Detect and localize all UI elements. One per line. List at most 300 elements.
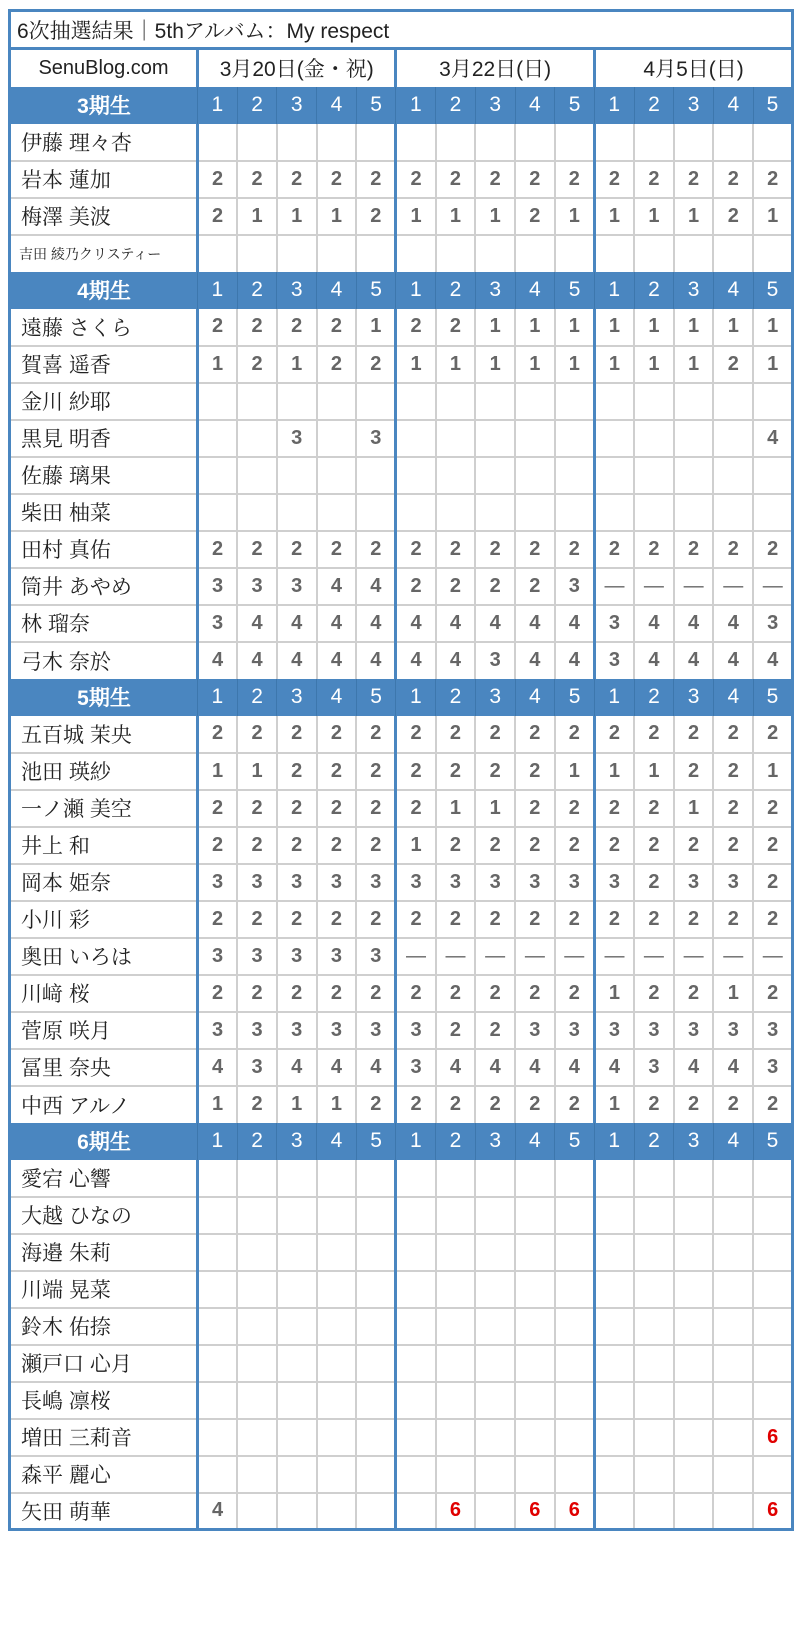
result-cell bbox=[277, 1308, 317, 1345]
table-title: 6次抽選結果｜5thアルバム：My respect bbox=[10, 11, 793, 49]
member-name: 冨里 奈央 bbox=[10, 1049, 198, 1086]
result-cell bbox=[674, 420, 714, 457]
result-cell: 1 bbox=[356, 309, 396, 346]
result-cell bbox=[356, 1382, 396, 1419]
result-cell: 2 bbox=[634, 790, 674, 827]
result-cell bbox=[396, 1197, 436, 1234]
result-cell bbox=[356, 1456, 396, 1493]
result-cell bbox=[436, 1345, 476, 1382]
result-cell bbox=[237, 1456, 277, 1493]
result-cell: 2 bbox=[356, 346, 396, 383]
member-name: 大越 ひなの bbox=[10, 1197, 198, 1234]
result-cell: 4 bbox=[436, 642, 476, 679]
member-row bbox=[10, 383, 793, 420]
result-cell: 2 bbox=[356, 827, 396, 864]
part-number-header: 1 bbox=[396, 1123, 436, 1160]
part-number-header: 5 bbox=[753, 272, 793, 309]
result-cell bbox=[713, 124, 753, 161]
result-cell bbox=[317, 1345, 357, 1382]
result-cell: 3 bbox=[317, 1012, 357, 1049]
result-cell bbox=[634, 1271, 674, 1308]
result-cell bbox=[436, 1271, 476, 1308]
part-number-header: 5 bbox=[555, 1123, 595, 1160]
result-cell bbox=[753, 1234, 793, 1271]
result-cell bbox=[198, 420, 238, 457]
result-cell: 1 bbox=[475, 790, 515, 827]
result-cell bbox=[396, 383, 436, 420]
result-cell: 4 bbox=[198, 642, 238, 679]
result-cell bbox=[317, 1160, 357, 1197]
result-cell: 4 bbox=[674, 642, 714, 679]
result-cell: 3 bbox=[237, 864, 277, 901]
result-cell: — bbox=[713, 938, 753, 975]
result-cell bbox=[674, 1160, 714, 1197]
result-cell bbox=[277, 1271, 317, 1308]
result-cell bbox=[594, 1493, 634, 1530]
result-cell bbox=[198, 1382, 238, 1419]
member-name: 川端 晃菜 bbox=[10, 1271, 198, 1308]
result-cell bbox=[634, 494, 674, 531]
member-name: 池田 瑛紗 bbox=[10, 753, 198, 790]
result-cell: 2 bbox=[317, 901, 357, 938]
result-cell bbox=[594, 1160, 634, 1197]
result-cell: 4 bbox=[594, 1049, 634, 1086]
result-cell: 2 bbox=[634, 827, 674, 864]
result-cell: 1 bbox=[198, 753, 238, 790]
result-cell bbox=[277, 1456, 317, 1493]
result-cell: 2 bbox=[753, 531, 793, 568]
result-cell bbox=[436, 383, 476, 420]
result-cell bbox=[396, 1308, 436, 1345]
result-cell: 2 bbox=[277, 161, 317, 198]
result-cell: 2 bbox=[475, 827, 515, 864]
part-number-header: 5 bbox=[753, 87, 793, 124]
result-cell: 3 bbox=[555, 568, 595, 605]
result-cell bbox=[317, 1419, 357, 1456]
result-cell: 2 bbox=[634, 901, 674, 938]
result-cell: — bbox=[634, 568, 674, 605]
result-cell: 1 bbox=[555, 346, 595, 383]
result-cell: 4 bbox=[356, 1049, 396, 1086]
part-number-header: 1 bbox=[594, 1123, 634, 1160]
result-cell: 2 bbox=[713, 790, 753, 827]
member-name: 林 瑠奈 bbox=[10, 605, 198, 642]
result-cell: 1 bbox=[594, 346, 634, 383]
result-cell bbox=[396, 1419, 436, 1456]
result-cell: 2 bbox=[237, 790, 277, 827]
result-cell: 1 bbox=[396, 827, 436, 864]
part-number-header: 1 bbox=[198, 1123, 238, 1160]
result-cell: 4 bbox=[674, 605, 714, 642]
result-cell: 4 bbox=[475, 605, 515, 642]
result-cell: 4 bbox=[317, 1049, 357, 1086]
result-cell bbox=[634, 1493, 674, 1530]
result-cell bbox=[594, 1271, 634, 1308]
part-number-header: 5 bbox=[356, 679, 396, 716]
result-cell bbox=[198, 124, 238, 161]
result-cell: 2 bbox=[753, 975, 793, 1012]
member-row bbox=[10, 642, 793, 679]
result-cell: 4 bbox=[237, 642, 277, 679]
member-name: 矢田 萌華 bbox=[10, 1493, 198, 1530]
result-cell: 1 bbox=[237, 753, 277, 790]
result-cell: 3 bbox=[198, 864, 238, 901]
result-cell: 2 bbox=[475, 161, 515, 198]
result-cell bbox=[396, 420, 436, 457]
result-cell bbox=[396, 1345, 436, 1382]
result-cell: 2 bbox=[634, 716, 674, 753]
result-cell: 3 bbox=[317, 938, 357, 975]
member-name: 海邉 朱莉 bbox=[10, 1234, 198, 1271]
member-row bbox=[10, 901, 793, 938]
result-cell: 2 bbox=[753, 827, 793, 864]
result-cell bbox=[713, 1308, 753, 1345]
result-cell: 2 bbox=[356, 753, 396, 790]
result-cell bbox=[198, 1160, 238, 1197]
result-cell bbox=[555, 1308, 595, 1345]
result-cell bbox=[555, 1160, 595, 1197]
result-cell bbox=[674, 124, 714, 161]
result-cell bbox=[634, 420, 674, 457]
result-cell: 2 bbox=[674, 753, 714, 790]
result-cell: 1 bbox=[594, 753, 634, 790]
result-cell: 3 bbox=[198, 938, 238, 975]
member-name: 筒井 あやめ bbox=[10, 568, 198, 605]
result-cell: 1 bbox=[594, 1086, 634, 1123]
result-cell: 3 bbox=[356, 1012, 396, 1049]
result-cell: 3 bbox=[237, 568, 277, 605]
part-number-header: 3 bbox=[277, 1123, 317, 1160]
result-cell: 2 bbox=[436, 827, 476, 864]
result-cell: 2 bbox=[475, 1086, 515, 1123]
result-cell: 2 bbox=[713, 161, 753, 198]
result-cell bbox=[436, 457, 476, 494]
result-cell: 2 bbox=[198, 716, 238, 753]
member-name: 五百城 茉央 bbox=[10, 716, 198, 753]
result-cell: 2 bbox=[713, 346, 753, 383]
result-cell bbox=[594, 1382, 634, 1419]
result-cell: 3 bbox=[436, 864, 476, 901]
member-name: 森平 麗心 bbox=[10, 1456, 198, 1493]
result-cell bbox=[475, 383, 515, 420]
part-number-header: 3 bbox=[674, 679, 714, 716]
result-cell: 2 bbox=[634, 975, 674, 1012]
result-cell bbox=[436, 1419, 476, 1456]
result-cell bbox=[356, 1345, 396, 1382]
member-name: 金川 紗耶 bbox=[10, 383, 198, 420]
result-cell: — bbox=[555, 938, 595, 975]
result-cell: 4 bbox=[436, 605, 476, 642]
result-cell: 1 bbox=[475, 346, 515, 383]
result-cell bbox=[237, 1419, 277, 1456]
result-cell: 2 bbox=[674, 531, 714, 568]
part-number-header: 2 bbox=[436, 87, 476, 124]
result-cell: 2 bbox=[317, 716, 357, 753]
member-name: 賀喜 遥香 bbox=[10, 346, 198, 383]
result-cell bbox=[198, 1456, 238, 1493]
result-cell bbox=[277, 235, 317, 272]
part-number-header: 1 bbox=[198, 272, 238, 309]
part-number-header: 1 bbox=[396, 679, 436, 716]
result-cell: 3 bbox=[753, 1049, 793, 1086]
result-cell: 3 bbox=[277, 938, 317, 975]
result-cell: 2 bbox=[436, 753, 476, 790]
result-cell: 4 bbox=[237, 605, 277, 642]
member-name: 梅澤 美波 bbox=[10, 198, 198, 235]
result-cell bbox=[713, 1456, 753, 1493]
result-cell: 1 bbox=[555, 753, 595, 790]
result-cell: 2 bbox=[555, 901, 595, 938]
result-cell: 3 bbox=[713, 1012, 753, 1049]
part-number-header: 4 bbox=[317, 1123, 357, 1160]
site-name: SenuBlog.com bbox=[10, 49, 198, 87]
title-row bbox=[10, 11, 793, 49]
result-cell: 2 bbox=[515, 827, 555, 864]
result-cell: — bbox=[674, 568, 714, 605]
member-name: 一ノ瀬 美空 bbox=[10, 790, 198, 827]
member-row bbox=[10, 1345, 793, 1382]
result-cell bbox=[436, 420, 476, 457]
result-cell: 4 bbox=[555, 1049, 595, 1086]
result-cell: 1 bbox=[396, 198, 436, 235]
result-cell: — bbox=[674, 938, 714, 975]
result-cell: 2 bbox=[396, 568, 436, 605]
member-row bbox=[10, 346, 793, 383]
part-number-header: 2 bbox=[634, 87, 674, 124]
result-cell bbox=[674, 1234, 714, 1271]
result-cell bbox=[436, 1308, 476, 1345]
result-cell bbox=[713, 1382, 753, 1419]
result-cell: 2 bbox=[356, 901, 396, 938]
result-cell: 1 bbox=[436, 346, 476, 383]
result-cell: 1 bbox=[277, 346, 317, 383]
result-cell bbox=[634, 1419, 674, 1456]
part-number-header: 3 bbox=[277, 679, 317, 716]
result-cell: 2 bbox=[515, 568, 555, 605]
member-row bbox=[10, 1197, 793, 1234]
result-cell bbox=[475, 1382, 515, 1419]
result-cell: 2 bbox=[277, 827, 317, 864]
result-cell: 6 bbox=[515, 1493, 555, 1530]
result-cell bbox=[515, 1382, 555, 1419]
generation-header-row bbox=[10, 679, 793, 716]
result-cell: 2 bbox=[753, 790, 793, 827]
result-cell: — bbox=[713, 568, 753, 605]
result-cell: 3 bbox=[277, 864, 317, 901]
part-number-header: 1 bbox=[594, 679, 634, 716]
result-cell bbox=[317, 1308, 357, 1345]
result-cell: 2 bbox=[753, 864, 793, 901]
member-name: 伊藤 理々杏 bbox=[10, 124, 198, 161]
member-name: 黒見 明香 bbox=[10, 420, 198, 457]
result-cell bbox=[674, 1382, 714, 1419]
result-cell: 2 bbox=[515, 161, 555, 198]
result-cell: 2 bbox=[436, 1012, 476, 1049]
result-cell: 1 bbox=[317, 198, 357, 235]
result-cell bbox=[753, 1382, 793, 1419]
result-cell: 2 bbox=[198, 975, 238, 1012]
member-row bbox=[10, 420, 793, 457]
result-cell bbox=[436, 494, 476, 531]
result-cell: 2 bbox=[198, 161, 238, 198]
part-number-header: 4 bbox=[515, 272, 555, 309]
part-number-header: 5 bbox=[753, 1123, 793, 1160]
member-row bbox=[10, 827, 793, 864]
result-cell bbox=[436, 124, 476, 161]
result-cell bbox=[515, 383, 555, 420]
result-cell: 4 bbox=[277, 605, 317, 642]
result-cell: 3 bbox=[277, 420, 317, 457]
result-cell: 2 bbox=[198, 901, 238, 938]
result-cell bbox=[277, 1345, 317, 1382]
result-cell bbox=[396, 1160, 436, 1197]
part-number-header: 1 bbox=[396, 87, 436, 124]
result-cell: 1 bbox=[753, 753, 793, 790]
member-row bbox=[10, 1456, 793, 1493]
result-cell: 3 bbox=[515, 1012, 555, 1049]
result-cell bbox=[515, 1197, 555, 1234]
result-cell bbox=[515, 1160, 555, 1197]
result-cell bbox=[317, 1234, 357, 1271]
part-number-header: 3 bbox=[674, 87, 714, 124]
member-name: 中西 アルノ bbox=[10, 1086, 198, 1123]
result-cell: 2 bbox=[674, 716, 714, 753]
result-cell: 2 bbox=[555, 827, 595, 864]
result-cell: 2 bbox=[317, 346, 357, 383]
result-cell: 3 bbox=[753, 1012, 793, 1049]
result-cell: 2 bbox=[515, 975, 555, 1012]
result-cell: 2 bbox=[674, 1086, 714, 1123]
member-row bbox=[10, 790, 793, 827]
result-cell: 2 bbox=[475, 568, 515, 605]
result-cell bbox=[198, 494, 238, 531]
result-cell: 4 bbox=[277, 642, 317, 679]
result-cell bbox=[475, 235, 515, 272]
result-cell: 4 bbox=[356, 642, 396, 679]
part-number-header: 5 bbox=[356, 1123, 396, 1160]
result-cell bbox=[634, 1197, 674, 1234]
result-cell bbox=[634, 1456, 674, 1493]
result-cell bbox=[753, 124, 793, 161]
result-cell: 6 bbox=[753, 1493, 793, 1530]
result-cell bbox=[356, 235, 396, 272]
member-row bbox=[10, 568, 793, 605]
result-cell: 1 bbox=[555, 309, 595, 346]
result-cell bbox=[317, 494, 357, 531]
result-cell: 2 bbox=[396, 790, 436, 827]
result-cell: 2 bbox=[237, 531, 277, 568]
result-cell: 2 bbox=[277, 531, 317, 568]
member-name: 菅原 咲月 bbox=[10, 1012, 198, 1049]
member-name: 弓木 奈於 bbox=[10, 642, 198, 679]
result-cell: 2 bbox=[713, 531, 753, 568]
result-cell bbox=[674, 1308, 714, 1345]
result-cell: 1 bbox=[475, 309, 515, 346]
result-cell bbox=[713, 383, 753, 420]
result-cell bbox=[594, 235, 634, 272]
result-cell bbox=[356, 1419, 396, 1456]
member-row bbox=[10, 1160, 793, 1197]
member-row bbox=[10, 975, 793, 1012]
result-cell: 2 bbox=[555, 531, 595, 568]
result-cell bbox=[317, 1493, 357, 1530]
result-cell bbox=[396, 1493, 436, 1530]
result-cell: — bbox=[594, 938, 634, 975]
result-cell: 2 bbox=[515, 716, 555, 753]
member-name: 愛宕 心響 bbox=[10, 1160, 198, 1197]
result-cell bbox=[356, 1493, 396, 1530]
result-cell: 2 bbox=[198, 827, 238, 864]
result-cell: 4 bbox=[396, 642, 436, 679]
result-cell: 4 bbox=[753, 642, 793, 679]
result-cell bbox=[436, 1456, 476, 1493]
date-header-row bbox=[10, 49, 793, 87]
result-cell: 3 bbox=[475, 642, 515, 679]
result-cell: 1 bbox=[634, 309, 674, 346]
result-cell bbox=[237, 124, 277, 161]
generation-label: 6期生 bbox=[10, 1123, 198, 1160]
member-row bbox=[10, 938, 793, 975]
part-number-header: 2 bbox=[237, 272, 277, 309]
result-cell bbox=[555, 1456, 595, 1493]
generation-header-row bbox=[10, 87, 793, 124]
part-number-header: 2 bbox=[237, 679, 277, 716]
result-cell: 4 bbox=[555, 605, 595, 642]
result-cell bbox=[277, 1419, 317, 1456]
result-cell bbox=[277, 383, 317, 420]
result-cell bbox=[317, 383, 357, 420]
result-cell: 2 bbox=[277, 309, 317, 346]
result-cell: 1 bbox=[634, 198, 674, 235]
result-cell bbox=[277, 1197, 317, 1234]
result-cell bbox=[237, 1345, 277, 1382]
part-number-header: 5 bbox=[356, 272, 396, 309]
result-cell bbox=[475, 457, 515, 494]
result-cell bbox=[277, 1493, 317, 1530]
result-cell bbox=[594, 1456, 634, 1493]
result-cell: 1 bbox=[475, 198, 515, 235]
result-cell bbox=[356, 124, 396, 161]
result-cell: — bbox=[475, 938, 515, 975]
result-cell bbox=[436, 1234, 476, 1271]
result-cell: 2 bbox=[515, 1086, 555, 1123]
result-cell: 4 bbox=[198, 1493, 238, 1530]
result-cell: 3 bbox=[475, 864, 515, 901]
result-cell: 4 bbox=[674, 1049, 714, 1086]
result-cell bbox=[753, 1197, 793, 1234]
member-row bbox=[10, 1086, 793, 1123]
result-cell bbox=[674, 235, 714, 272]
result-cell: 6 bbox=[753, 1419, 793, 1456]
part-number-header: 2 bbox=[436, 272, 476, 309]
result-cell bbox=[396, 494, 436, 531]
result-cell bbox=[674, 383, 714, 420]
result-cell: 2 bbox=[594, 161, 634, 198]
result-cell bbox=[277, 1160, 317, 1197]
result-cell bbox=[713, 1345, 753, 1382]
result-cell: 4 bbox=[634, 605, 674, 642]
result-cell: 2 bbox=[515, 198, 555, 235]
member-name: 遠藤 さくら bbox=[10, 309, 198, 346]
result-cell: — bbox=[436, 938, 476, 975]
part-number-header: 3 bbox=[674, 272, 714, 309]
part-number-header: 3 bbox=[475, 679, 515, 716]
part-number-header: 1 bbox=[198, 679, 238, 716]
result-cell bbox=[594, 1197, 634, 1234]
result-cell bbox=[713, 1234, 753, 1271]
result-cell: 1 bbox=[515, 346, 555, 383]
result-cell: 3 bbox=[555, 1012, 595, 1049]
